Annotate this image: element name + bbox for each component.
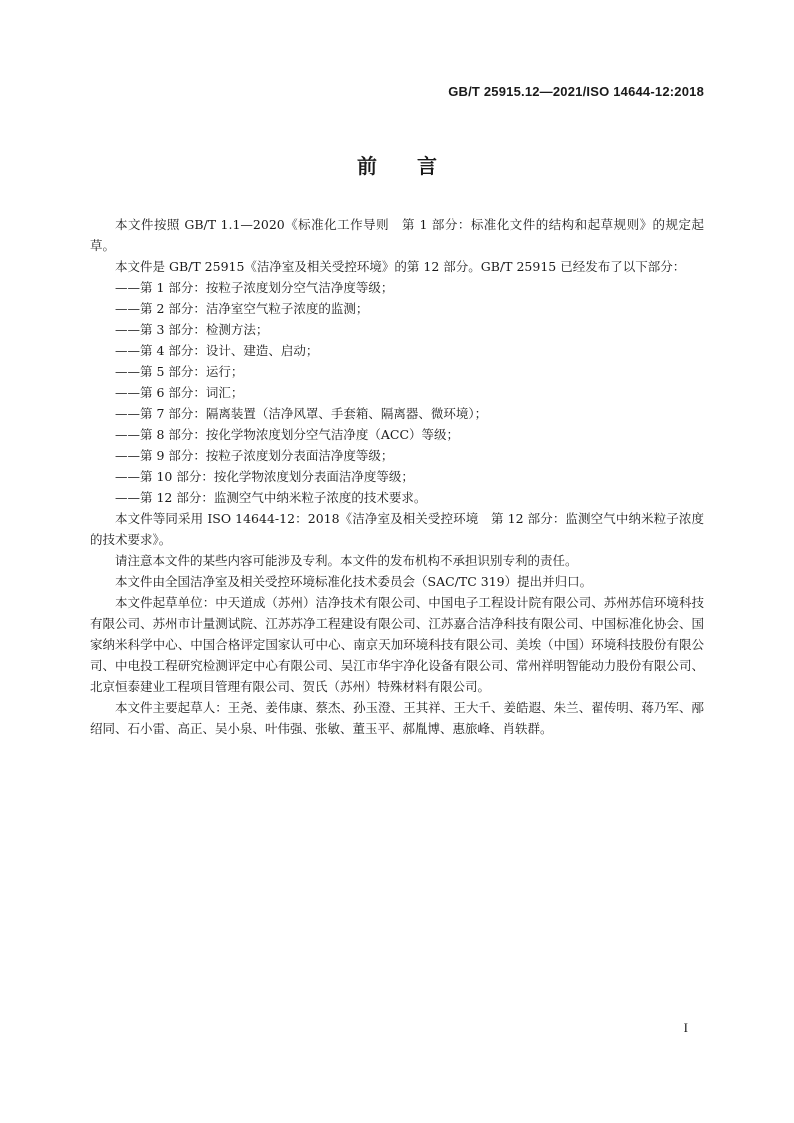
list-item: ——第 12 部分：监测空气中纳米粒子浓度的技术要求。 <box>115 490 427 505</box>
list-item: ——第 7 部分：隔离装置（洁净风罩、手套箱、隔离器、微环境）； <box>115 406 488 421</box>
paragraph-committee: 本文件由全国洁净室及相关受控环境标准化技术委员会（SAC/TC 319）提出并归口。 <box>115 574 593 589</box>
paragraph-drafters: 本文件主要起草人：王尧、姜伟康、蔡杰、孙玉澄、王其祥、王大千、姜皓遐、朱兰、翟传明、蒋乃军、邴绍同、石小雷、高正、吴小泉、叶伟强、张敏、董玉平、郝胤博、惠旅峰、肖轶群。 <box>90 700 704 736</box>
list-item: ——第 2 部分：洁净室空气粒子浓度的监测； <box>115 301 369 316</box>
list-item: ——第 8 部分：按化学物浓度划分空气洁净度（ACC）等级； <box>115 427 460 442</box>
paragraph-drafting-units: 本文件起草单位：中天道成（苏州）洁净技术有限公司、中国电子工程设计院有限公司、苏州苏信环境科技有限公司、苏州市计量测试院、江苏苏净工程建设有限公司、江苏嘉合洁净科技有限公司、中国标准化协会、国家纳米科学中心、中国合格评定国家认可中心、南京天加环境科技有限公司、美埃（中国）环境科技股份有限公司、中电投工程研究检测评定中心有限公司、吴江市华宇净化设备有限公司、常州祥明智能动力股份有限公司、北京恒泰建业工程项目管理有限公司、贺氏（苏州）特殊材料有限公司。 <box>90 595 704 694</box>
paragraph-iso-adoption: 本文件等同采用 ISO 14644-12：2018《洁净室及相关受控环境 第 12 部分：监测空气中纳米粒子浓度的技术要求》。 <box>90 511 704 547</box>
page-number: I <box>683 1020 688 1035</box>
list-item: ——第 3 部分：检测方法； <box>115 322 269 337</box>
list-item: ——第 9 部分：按粒子浓度划分表面洁净度等级； <box>115 448 394 463</box>
parts-list <box>90 277 704 508</box>
list-item: ——第 1 部分：按粒子浓度划分空气洁净度等级； <box>115 280 394 295</box>
list-item: ——第 5 部分：运行； <box>115 364 244 379</box>
list-item: ——第 6 部分：词汇； <box>115 385 244 400</box>
foreword-body <box>90 214 704 739</box>
standard-code: GB/T 25915.12—2021/ISO 14644-12:2018 <box>448 84 704 99</box>
paragraph-patent-notice: 请注意本文件的某些内容可能涉及专利。本文件的发布机构不承担识别专利的责任。 <box>115 553 578 568</box>
list-item: ——第 4 部分：设计、建造、启动； <box>115 343 319 358</box>
list-item: ——第 10 部分：按化学物浓度划分表面洁净度等级； <box>115 469 414 484</box>
page-title: 前言 <box>357 154 477 178</box>
paragraph-drafting-rules: 本文件按照 GB/T 1.1—2020《标准化工作导则 第 1 部分：标准化文件的结构和起草规则》的规定起草。 <box>90 217 704 253</box>
paragraph-series-intro: 本文件是 GB/T 25915《洁净室及相关受控环境》的第 12 部分。GB/T 25915 已经发布了以下部分： <box>115 259 686 274</box>
